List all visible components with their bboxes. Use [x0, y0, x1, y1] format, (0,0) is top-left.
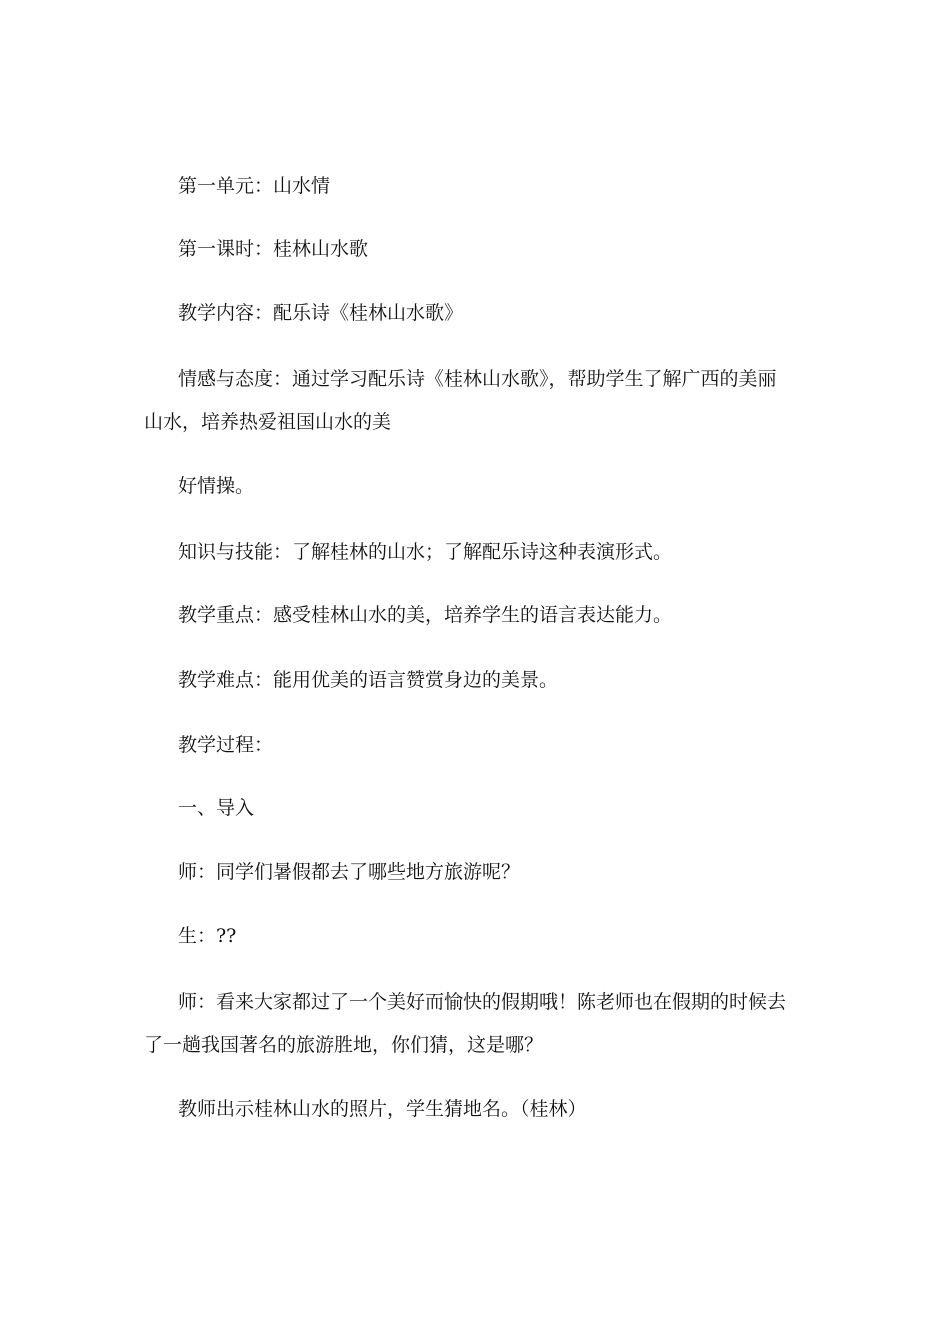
student-answer-1: 生：?? — [178, 925, 237, 947]
emotion-goal-line-1: 情感与态度：通过学习配乐诗《桂林山水歌》，帮助学生了解广西的美丽 — [178, 368, 777, 390]
unit-heading: 第一单元：山水情 — [178, 175, 331, 197]
emotion-goal-line-3: 好情操。 — [178, 475, 255, 497]
teaching-difficulty: 教学难点：能用优美的语言赞赏身边的美景。 — [178, 669, 559, 691]
teacher-question-2-line-2: 了一趟我国著名的旅游胜地，你们猜，这是哪？ — [144, 1034, 544, 1056]
teacher-action: 教师出示桂林山水的照片，学生猜地名。（桂林） — [178, 1098, 587, 1120]
teaching-key-point: 教学重点：感受桂林山水的美，培养学生的语言表达能力。 — [178, 604, 673, 626]
process-title: 教学过程： — [178, 734, 274, 756]
teacher-question-1: 师：同学们暑假都去了哪些地方旅游呢？ — [178, 861, 521, 883]
teaching-content: 教学内容：配乐诗《桂林山水歌》 — [178, 302, 464, 324]
section-heading-intro: 一、导入 — [178, 797, 255, 819]
teacher-question-2-line-1: 师：看来大家都过了一个美好而愉快的假期哦！陈老师也在假期的时候去 — [178, 991, 787, 1013]
knowledge-goal: 知识与技能：了解桂林的山水；了解配乐诗这种表演形式。 — [178, 541, 673, 563]
emotion-goal-line-2: 山水，培养热爱祖国山水的美 — [144, 411, 392, 433]
lesson-heading: 第一课时：桂林山水歌 — [178, 238, 369, 260]
